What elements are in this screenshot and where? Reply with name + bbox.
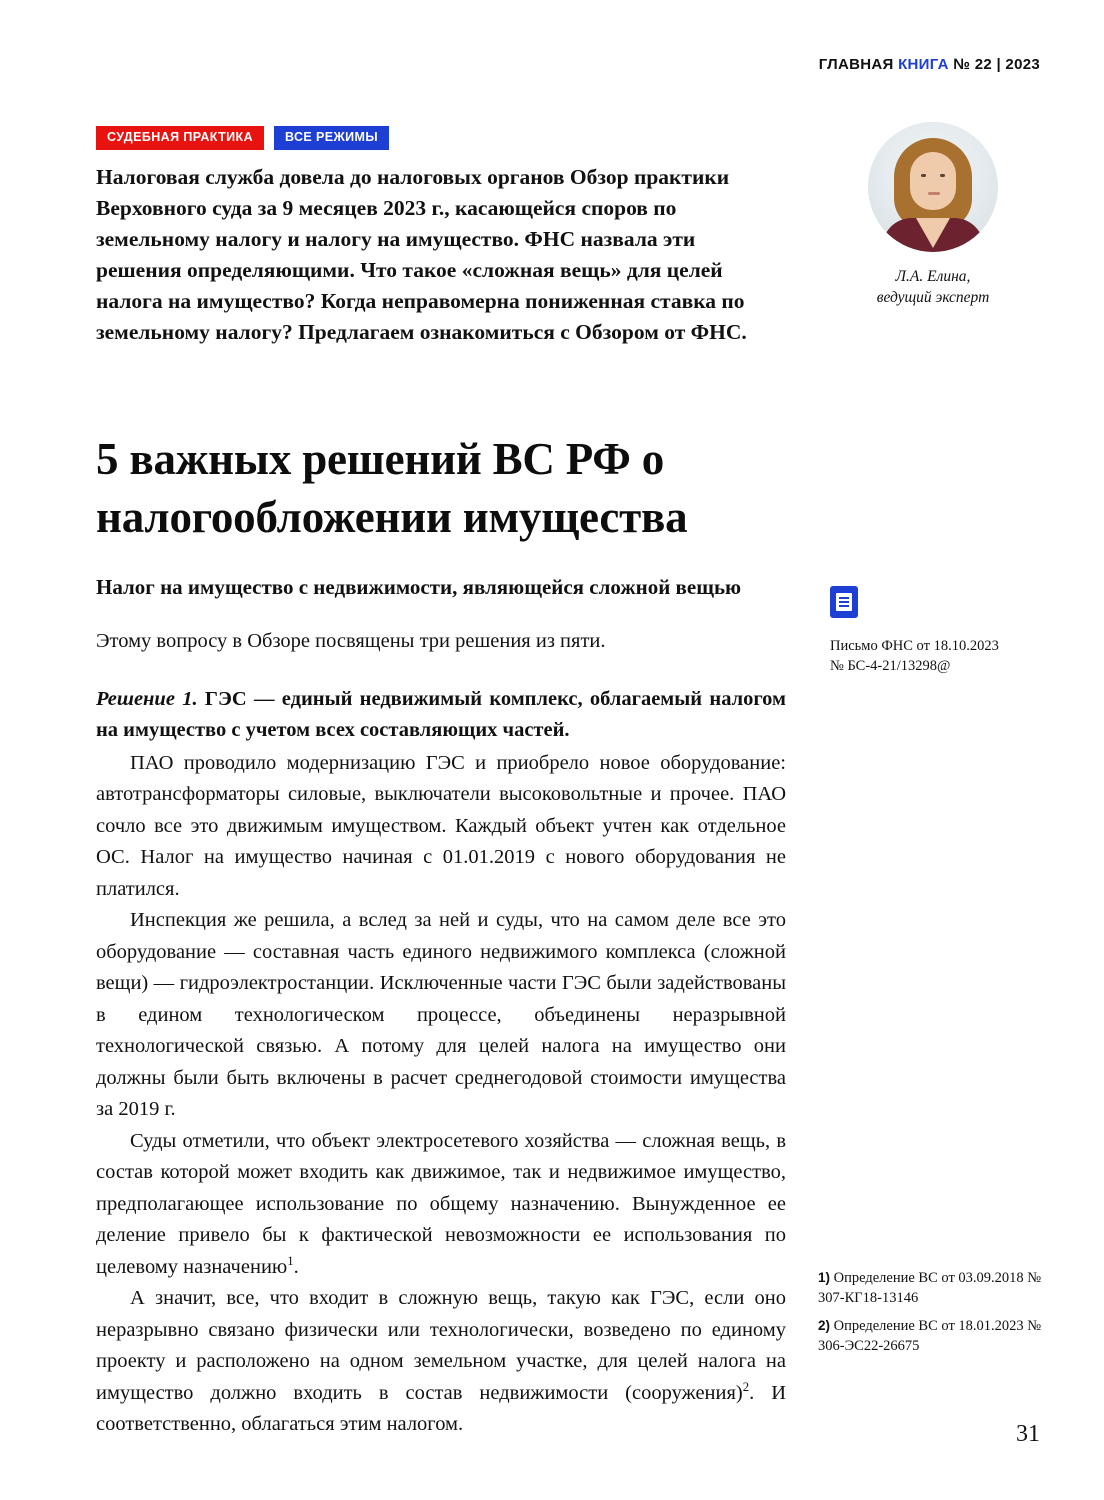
footnote-2 bbox=[818, 1316, 1048, 1356]
decision-heading bbox=[96, 684, 786, 746]
masthead-main: ГЛАВНАЯ bbox=[818, 56, 894, 73]
tag-all-modes: ВСЕ РЕЖИМЫ bbox=[274, 126, 389, 150]
page-number: 31 bbox=[1016, 1421, 1040, 1447]
paragraph-4 bbox=[96, 1283, 786, 1441]
article-body bbox=[96, 572, 786, 1441]
footnotes-block bbox=[818, 1268, 1048, 1364]
paragraph-3-text: Суды отметили, что объект электросетевого хозяйства — сложная вещь, в состав которой может входить как движимое, так и недвижимое имущество, предполагающее использование по общему назначению. Вынужденное ее деление привело бы к фактической невозможности ее использования по целевому назначению bbox=[96, 1129, 786, 1278]
footnote-2-number: 2) bbox=[818, 1318, 831, 1333]
paragraph-4-text: А значит, все, что входит в сложную вещь, такую как ГЭС, если оно неразрывно связано физически или технологически, возведено по единому проекту и расположено на одном земельном участке, для целей налога на имущество должно входить в состав недвижимости (сооружения) bbox=[96, 1287, 786, 1404]
tag-judicial-practice: СУДЕБНАЯ ПРАКТИКА bbox=[96, 126, 264, 150]
author-block bbox=[838, 122, 1028, 308]
decision-text: ГЭС — единый недвижимый комплекс, облагаемый налогом на имущество с учетом всех составляющих частей. bbox=[96, 687, 786, 741]
footnote-2-text: Определение ВС от 18.01.2023 № 306-ЭС22-26675 bbox=[818, 1318, 1042, 1354]
margin-note-text bbox=[830, 636, 1040, 676]
document-icon bbox=[830, 586, 858, 618]
author-name bbox=[838, 266, 1028, 308]
intro-paragraph: Этому вопросу в Обзоре посвящены три решения из пяти. bbox=[96, 630, 606, 652]
masthead-issue: № 22 | 2023 bbox=[953, 56, 1040, 73]
paragraph-1: ПАО проводило модернизацию ГЭС и приобрело новое оборудование: автотрансформаторы силовые, выключатели высоковольтные и прочее. ПАО сочло все это движимым имуществом. Каждый объект учтен как отдельное ОС. Налог на имущество начиная с 01.01.2019 с нового оборудования не платился. bbox=[96, 751, 786, 900]
paragraph-3 bbox=[96, 1126, 786, 1284]
tag-row bbox=[96, 126, 389, 150]
paragraph-2: Инспекция же решила, а вслед за ней и суды, что на самом деле все это оборудование — составная часть единого недвижимого комплекса (сложной вещи) — гидроэлектростанции. Исключенные части ГЭС были задействованы в едином технологическом процессе, объединены неразрывной технологической связью. А потому для целей налога на имущество они должны были быть включены в расчет среднегодовой стоимости имущества за 2019 г. bbox=[96, 909, 786, 1120]
masthead bbox=[819, 56, 1040, 73]
margin-note-line2: № БС-4-21/13298@ bbox=[830, 658, 951, 674]
author-role: ведущий эксперт bbox=[876, 289, 990, 306]
masthead-brand: КНИГА bbox=[898, 56, 949, 73]
page-title: 5 важных решений ВС РФ о налогообложении имущества bbox=[96, 434, 688, 543]
author-name-line1: Л.А. Елина, bbox=[895, 268, 971, 285]
margin-note bbox=[830, 586, 1040, 676]
margin-note-line1: Письмо ФНС от 18.10.2023 bbox=[830, 638, 999, 654]
paragraph-4-tail: . И соответственно, облагаться этим налогом. bbox=[96, 1381, 787, 1435]
paragraph-3-tail: . bbox=[293, 1255, 299, 1278]
lead-paragraph: Налоговая служба довела до налоговых органов Обзор практики Верховного суда за 9 месяцев 2023 г., касающейся споров по земельному налогу и налогу на имущество. ФНС назвала эти решения определяющими. Что такое «сложная вещь» для целей налога на имущество? Когда неправомерна пониженная ставка по земельному налогу? Предлагаем ознакомиться с Обзором от ФНС. bbox=[96, 165, 747, 344]
footnote-1-number: 1) bbox=[818, 1270, 831, 1285]
footnote-ref-2[interactable]: 2 bbox=[742, 1379, 750, 1394]
footnote-1 bbox=[818, 1268, 1048, 1308]
decision-label: Решение 1. bbox=[96, 687, 198, 710]
avatar bbox=[868, 122, 998, 252]
footnote-1-text: Определение ВС от 03.09.2018 № 307-КГ18-13146 bbox=[818, 1270, 1042, 1306]
footnote-ref-1[interactable]: 1 bbox=[287, 1253, 294, 1268]
section-subheading: Налог на имущество с недвижимости, являющейся сложной вещью bbox=[96, 575, 742, 599]
